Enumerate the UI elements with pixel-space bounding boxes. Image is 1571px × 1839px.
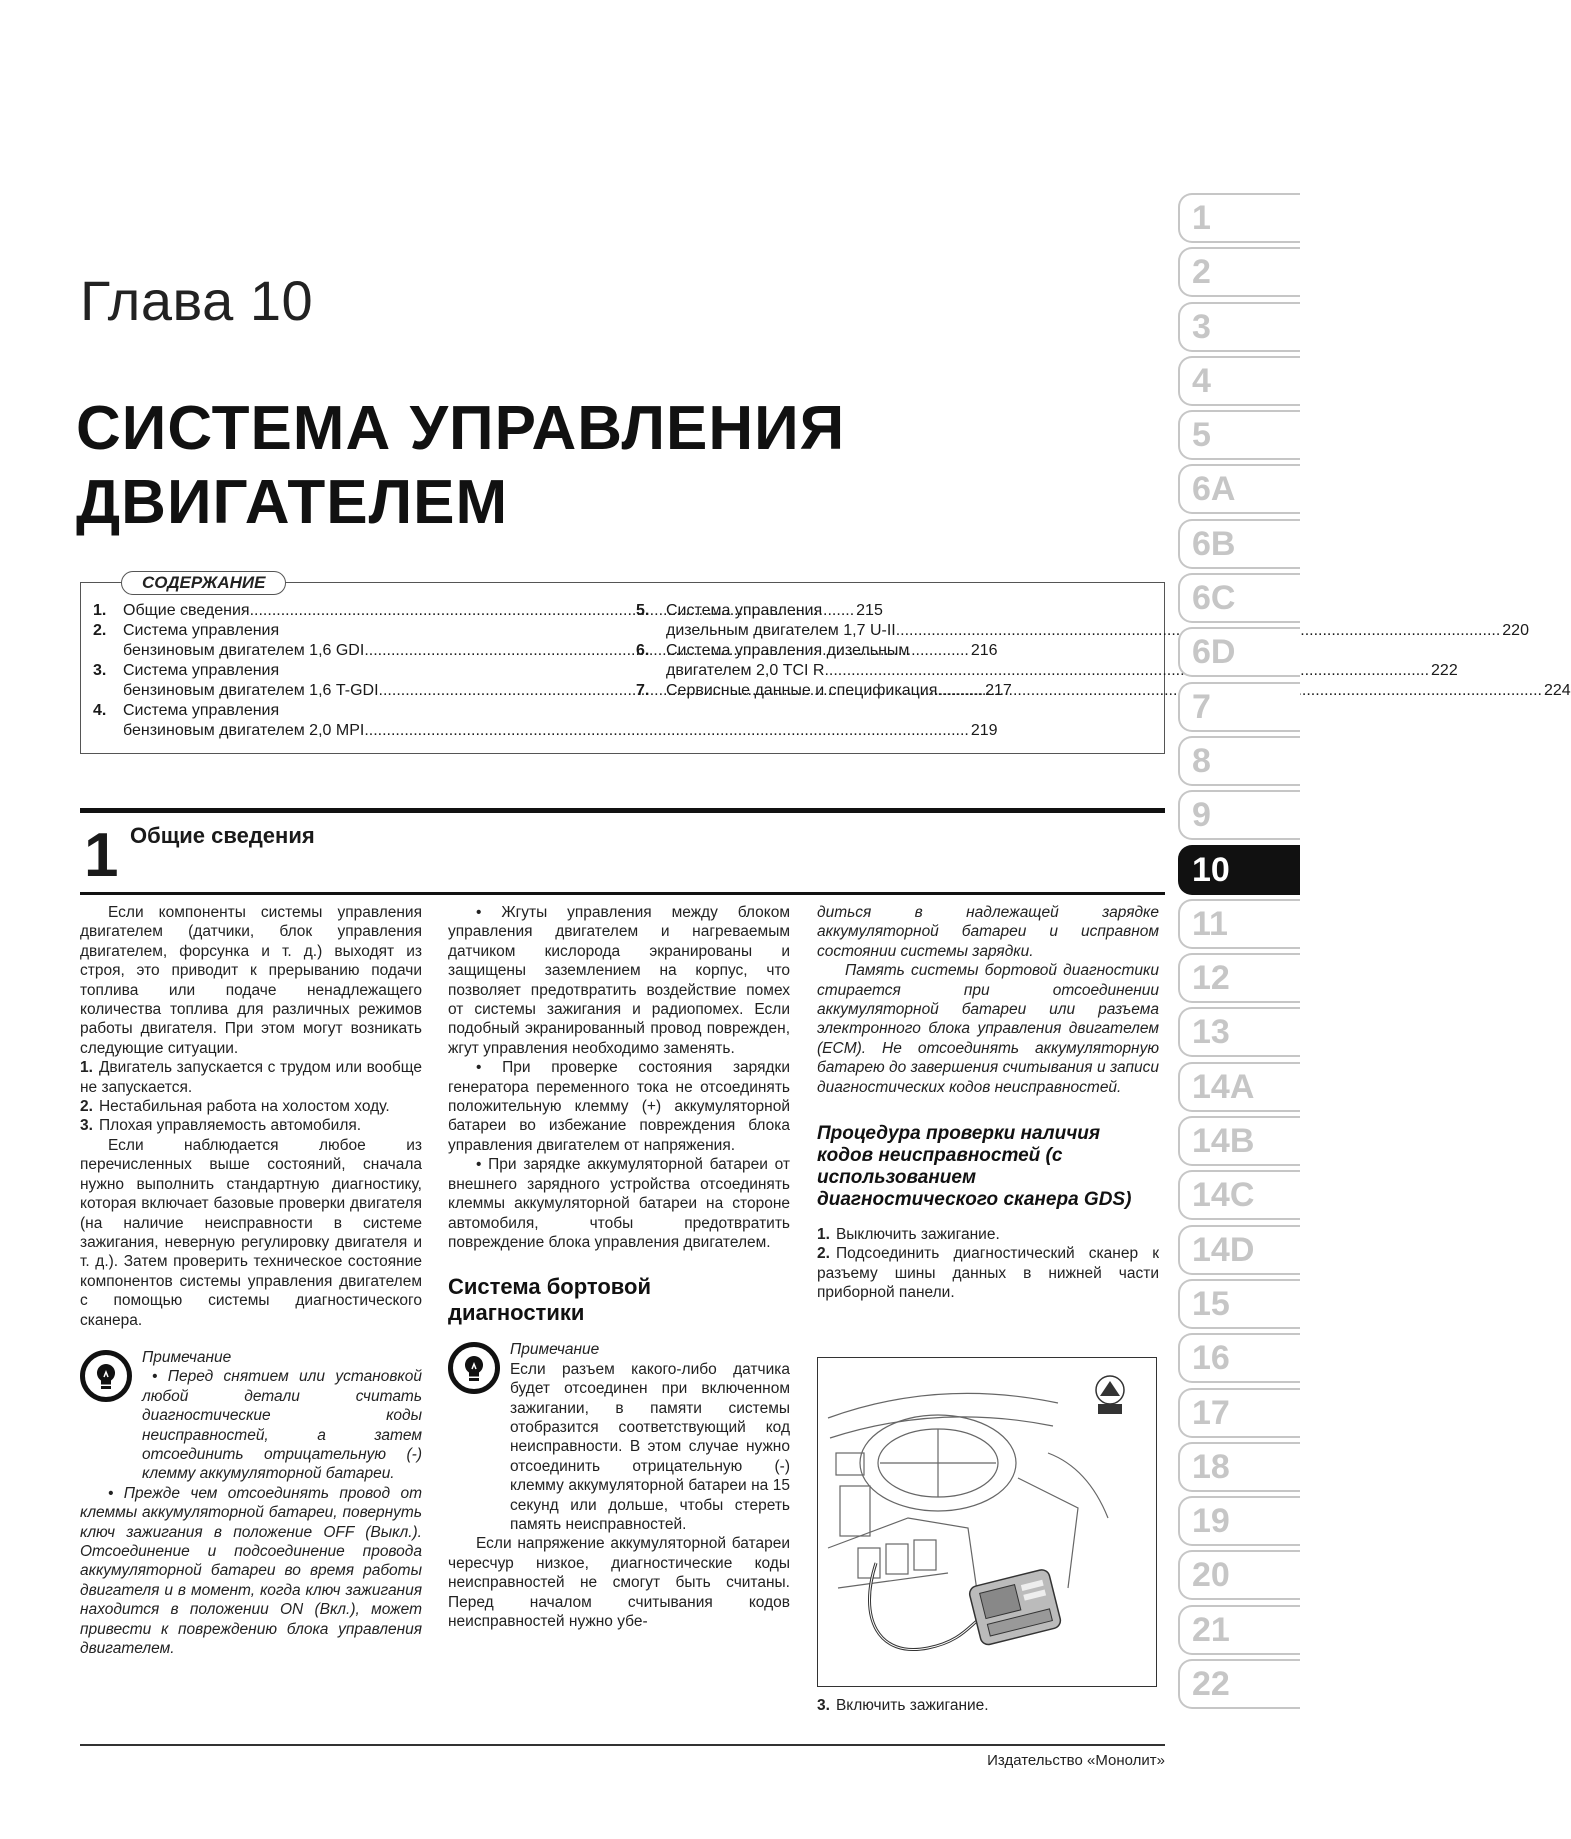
list-item	[80, 1097, 422, 1116]
contents-item-page: 224	[1543, 682, 1571, 699]
chapter-tab[interactable]: 15	[1178, 1279, 1300, 1329]
chapter-tab[interactable]: 14A	[1178, 1062, 1300, 1112]
contents-item-number: 6.	[636, 642, 650, 659]
list-item-number: 1.	[817, 1226, 830, 1244]
note-text: Если напряжение аккумуляторной батареи чересчур низкое, диагностические коды неисправностей не смогут быть считаны. Перед началом считывания кодов неисправностей нужно убе-	[448, 1535, 790, 1630]
bullet-paragraph: • При зарядке аккумуляторной батареи от внешнего зарядного устройства отсоединять клеммы аккумуляторной батареи на стороне автомобиля, чтобы предотвратить повреждение блока управления двигателем.	[448, 1156, 790, 1251]
contents-item-title: Система управления	[666, 602, 823, 619]
chapter-title-line2: ДВИГАТЕЛЕМ	[76, 468, 509, 537]
section-number: 1	[84, 821, 119, 890]
chapter-tab[interactable]: 6B	[1178, 519, 1300, 569]
continued-paragraph: диться в надлежащей зарядке аккумуляторной батареи и исправном состоянии системы зарядки.	[817, 904, 1159, 960]
chapter-title-line1: СИСТЕМА УПРАВЛЕНИЯ	[76, 394, 846, 463]
note-block	[448, 1340, 790, 1534]
chapter-tab[interactable]: 17	[1178, 1388, 1300, 1438]
text-column-3-after-figure	[817, 1696, 1159, 1715]
chapter-tab[interactable]: 4	[1178, 356, 1300, 406]
chapter-label: Глава 10	[80, 269, 314, 332]
chapter-title	[76, 392, 976, 540]
contents-item-number: 7.	[636, 682, 650, 699]
list-item-number: 3.	[80, 1117, 93, 1135]
contents-item-title: бензиновым двигателем 1,6 T-GDI	[123, 682, 379, 699]
contents-item-title: Система управления	[123, 662, 280, 679]
chapter-tab[interactable]: 12	[1178, 953, 1300, 1003]
contents-item[interactable]	[636, 681, 1571, 701]
note-text: • Перед снятием или установкой любой детали считать диагностические коды неисправностей, а затем отсоединить отрицательную (-) клемму аккумуляторной батареи.	[142, 1368, 422, 1483]
text-column-3	[817, 903, 1159, 1303]
contents-item-page: 220	[1502, 622, 1529, 639]
contents-item-page: 219	[970, 722, 998, 739]
note-text: Если разъем какого-либо датчика будет отсоединен при включенном зажигании, в памяти системы отобразится соответствующий код неисправности. В этом случае нужно отсоединить отрицательную (-) клемму аккумуляторной батареи на 15 секунд или дольше, чтобы стереть память неисправностей.	[510, 1360, 790, 1533]
note-block	[80, 1348, 422, 1484]
contents-item-number: 3.	[93, 662, 107, 679]
scanner-connection-figure	[817, 1357, 1157, 1687]
leader-dots	[364, 721, 969, 741]
note-title: Примечание	[510, 1341, 600, 1359]
intro-paragraph: Если компоненты системы управления двигателем (датчики, блок управления двигателем, форсунка и т. д.) выходят из строя, это приводит к прерыванию подачи топлива или подаче ненадлежащего количества топлива для различных режимов работы двигателя. При этом могут возникать следующие ситуации.	[80, 904, 422, 1057]
chapter-tab[interactable]: 16	[1178, 1333, 1300, 1383]
section-bottom-rule	[80, 892, 1165, 895]
section-title: Общие сведения	[130, 823, 315, 848]
scanner-illustration	[818, 1358, 1155, 1685]
chapter-tab-active[interactable]: 10	[1178, 845, 1300, 895]
contents-item-title: Система управления дизельным	[666, 642, 910, 659]
list-item-text: Плохая управляемость автомобиля.	[98, 1117, 362, 1135]
chapter-tab[interactable]: 14D	[1178, 1225, 1300, 1275]
list-item	[817, 1225, 1159, 1244]
chapter-tab[interactable]: 8	[1178, 736, 1300, 786]
contents-item-title: дизельным двигателем 1,7 U-II	[666, 622, 896, 639]
text-column-1	[80, 903, 422, 1658]
text-column-2	[448, 903, 790, 1631]
footer-rule	[80, 1744, 1165, 1746]
chapter-tab[interactable]: 3	[1178, 302, 1300, 352]
contents-item-title: Система управления	[123, 702, 280, 719]
list-item-number: 2.	[817, 1245, 830, 1263]
contents-item-page: 215	[856, 602, 883, 619]
chapter-tab[interactable]: 7	[1178, 682, 1300, 732]
list-item-text: Выключить зажигание.	[835, 1226, 1000, 1244]
bullet-paragraph: • При проверке состояния зарядки генератора переменного тока не отсоединять положительную клемму (+) аккумуляторной батареи во избежание повреждения блока управления двигателем от напряжения.	[448, 1059, 790, 1154]
contents-item-page: 217	[985, 682, 1012, 699]
contents-item-page: 222	[1431, 662, 1458, 679]
bullet-paragraph: • Жгуты управления между блоком управления двигателем и нагреваемым датчиком кислорода экранированы и защищены заземлением на корпус, что позволяет предотвратить воздействие помех от системы зажигания и радиопомех. Если подобный экранированный провод поврежден, жгут управления необходимо заменять.	[448, 904, 790, 1057]
chapter-tab[interactable]: 6D	[1178, 627, 1300, 677]
contents-item-title: бензиновым двигателем 1,6 GDI	[123, 642, 365, 659]
obd-subheading: Система бортовой диагностики	[448, 1274, 651, 1326]
list-item-number: 2.	[80, 1098, 93, 1116]
chapter-tab[interactable]: 14B	[1178, 1116, 1300, 1166]
chapter-tab[interactable]: 19	[1178, 1496, 1300, 1546]
list-item-text: Подсоединить диагностический сканер к разъему шины данных в нижней части приборной панели.	[817, 1245, 1159, 1302]
list-item-text: Включить зажигание.	[835, 1697, 989, 1714]
contents-item[interactable]	[93, 701, 998, 741]
list-item	[817, 1244, 1159, 1302]
contents-header: СОДЕРЖАНИЕ	[121, 571, 286, 595]
contents-item-title: бензиновым двигателем 2,0 MPI	[123, 722, 365, 739]
publisher-footer: Издательство «Монолит»	[987, 1752, 1165, 1769]
contents-item-number: 1.	[93, 602, 107, 619]
section-top-rule	[80, 808, 1165, 813]
contents-item-title: Сервисные данные и спецификация	[666, 682, 938, 699]
procedure-subheading: Процедура проверки наличия кодов неисправностей (с использованием диагностического сканера GDS)	[817, 1123, 1132, 1211]
chapter-tab[interactable]: 9	[1178, 790, 1300, 840]
lightbulb-icon	[448, 1342, 500, 1394]
chapter-tab[interactable]: 5	[1178, 410, 1300, 460]
contents-item-title: двигателем 2,0 TCI R	[666, 662, 825, 679]
contents-item-page: 216	[970, 642, 998, 659]
chapter-tab[interactable]: 1	[1178, 193, 1300, 243]
chapter-tab[interactable]: 11	[1178, 899, 1300, 949]
contents-item-title: Система управления	[123, 622, 280, 639]
chapter-tab[interactable]: 21	[1178, 1605, 1300, 1655]
chapter-tab[interactable]: 18	[1178, 1442, 1300, 1492]
chapter-tab[interactable]: 13	[1178, 1007, 1300, 1057]
lightbulb-icon	[80, 1350, 132, 1402]
contents-item-number: 4.	[93, 702, 107, 719]
obd-memory-paragraph: Память системы бортовой диагностики стирается при отсоединении аккумуляторной батареи или разъема электронного блока управления двигателем (ECM). Не отсоединять аккумуляторную батарею до завершения считывания и записи диагностических кодов неисправностей.	[817, 962, 1159, 1096]
contents-item[interactable]	[636, 601, 1529, 641]
list-item	[80, 1116, 422, 1135]
chapter-tab[interactable]: 6C	[1178, 573, 1300, 623]
list-item	[817, 1696, 1159, 1715]
list-item-number: 1.	[80, 1059, 93, 1077]
list-item-text: Двигатель запускается с трудом или вообще не запускается.	[80, 1059, 422, 1096]
chapter-tab[interactable]: 22	[1178, 1659, 1300, 1709]
chapter-tab[interactable]: 20	[1178, 1550, 1300, 1600]
chapter-tab[interactable]: 6A	[1178, 464, 1300, 514]
contents-item-title: Общие сведения	[123, 602, 250, 619]
diagnostics-paragraph: Если наблюдается любое из перечисленных выше состояний, сначала нужно выполнить стандартную диагностику, которая включает базовые проверки двигателя (на наличие неисправности в системе зажигания, неверную регулировку двигателя и т. д.). Затем проверить техническое состояние компонентов системы управления двигателем с помощью системы диагностического сканера.	[80, 1136, 422, 1329]
chapter-tabs	[1178, 193, 1300, 1713]
chapter-tab[interactable]: 14C	[1178, 1170, 1300, 1220]
chapter-tab[interactable]: 2	[1178, 247, 1300, 297]
list-item-text: Нестабильная работа на холостом ходу.	[98, 1098, 390, 1116]
note-text: • Прежде чем отсоединять провод от клеммы аккумуляторной батареи, повернуть ключ зажигания в положение OFF (Выкл.). Отсоединение и подсоединение провода аккумуляторной батареи во время работы двигателя и в момент, когда ключ зажигания находится в положении ON (Вкл.), может привести к повреждению блока управления двигателем.	[80, 1484, 422, 1658]
contents-item-number: 5.	[636, 602, 650, 619]
contents-item-number: 2.	[93, 622, 107, 639]
list-item-number: 3.	[817, 1697, 830, 1714]
list-item	[80, 1058, 422, 1097]
leader-dots	[824, 661, 1429, 681]
note-title: Примечание	[142, 1348, 232, 1366]
